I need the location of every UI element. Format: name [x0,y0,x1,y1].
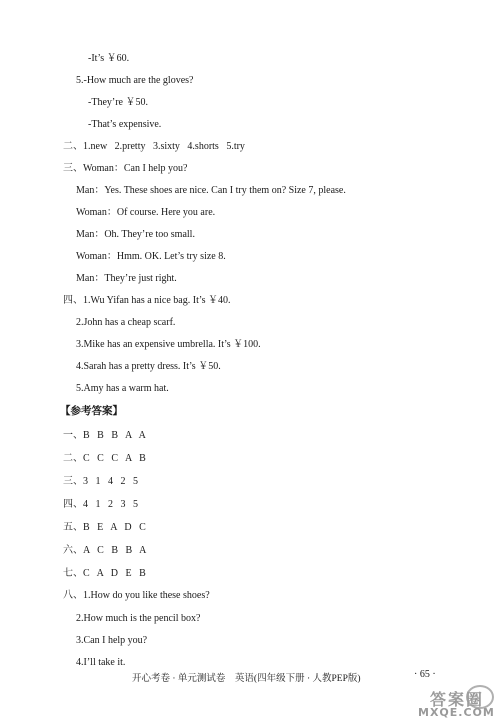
answer-line: 三、3 1 4 2 5 [63,476,138,487]
text-line: Woman：Of course. Here you are. [76,207,216,218]
answer-line: 4.I’ll take it. [76,657,126,668]
answer-line: 2.How much is the pencil box? [76,613,201,624]
text-line: 二、1.new 2.pretty 3.sixty 4.shorts 5.try [63,141,245,152]
answer-line: 3.Can I help you? [76,635,148,646]
answers-heading: 【参考答案】 [60,405,123,417]
watermark-logo [418,687,496,719]
text-line: -It’s ￥60. [88,53,130,64]
text-line: -They’re ￥50. [88,97,148,108]
text-line: 5.-How much are the gloves? [76,75,194,86]
text-line: 2.John has a cheap scarf. [76,317,176,328]
answer-line: 五、B E A D C [63,522,146,533]
answer-line: 六、A C B B A [63,545,147,556]
answer-line: 一、B B B A A [63,430,146,441]
text-line: Man：Yes. These shoes are nice. Can I try them on? Size 7, please. [76,185,346,196]
text-line: 5.Amy has a warm hat. [76,383,169,394]
text-line: Man：They’re just right. [76,273,177,284]
text-line: 三、Woman：Can I help you? [63,163,188,174]
answer-line: 七、C A D E B [63,568,146,579]
watermark-top-text: 答案圈 [430,690,485,709]
text-line: 3.Mike has an expensive umbrella. It’s ￥100. [76,339,261,350]
page-footer: 开心考卷 · 单元测试卷 英语(四年级下册 · 人教PEP版) [132,674,361,684]
watermark-bottom-text: MXQE.COM [418,706,495,719]
text-line: -That’s expensive. [88,119,162,130]
text-line: 4.Sarah has a pretty dress. It’s ￥50. [76,361,221,372]
answer-line: 四、4 1 2 3 5 [63,499,138,510]
text-line: Woman：Hmm. OK. Let’s try size 8. [76,251,226,262]
answer-line: 八、1.How do you like these shoes? [63,590,210,601]
text-line: 四、1.Wu Yifan has a nice bag. It’s ￥40. [63,295,231,306]
page-number: · 65 · [414,669,436,680]
text-line: Man：Oh. They’re too small. [76,229,195,240]
answer-line: 二、C C C A B [63,453,146,464]
